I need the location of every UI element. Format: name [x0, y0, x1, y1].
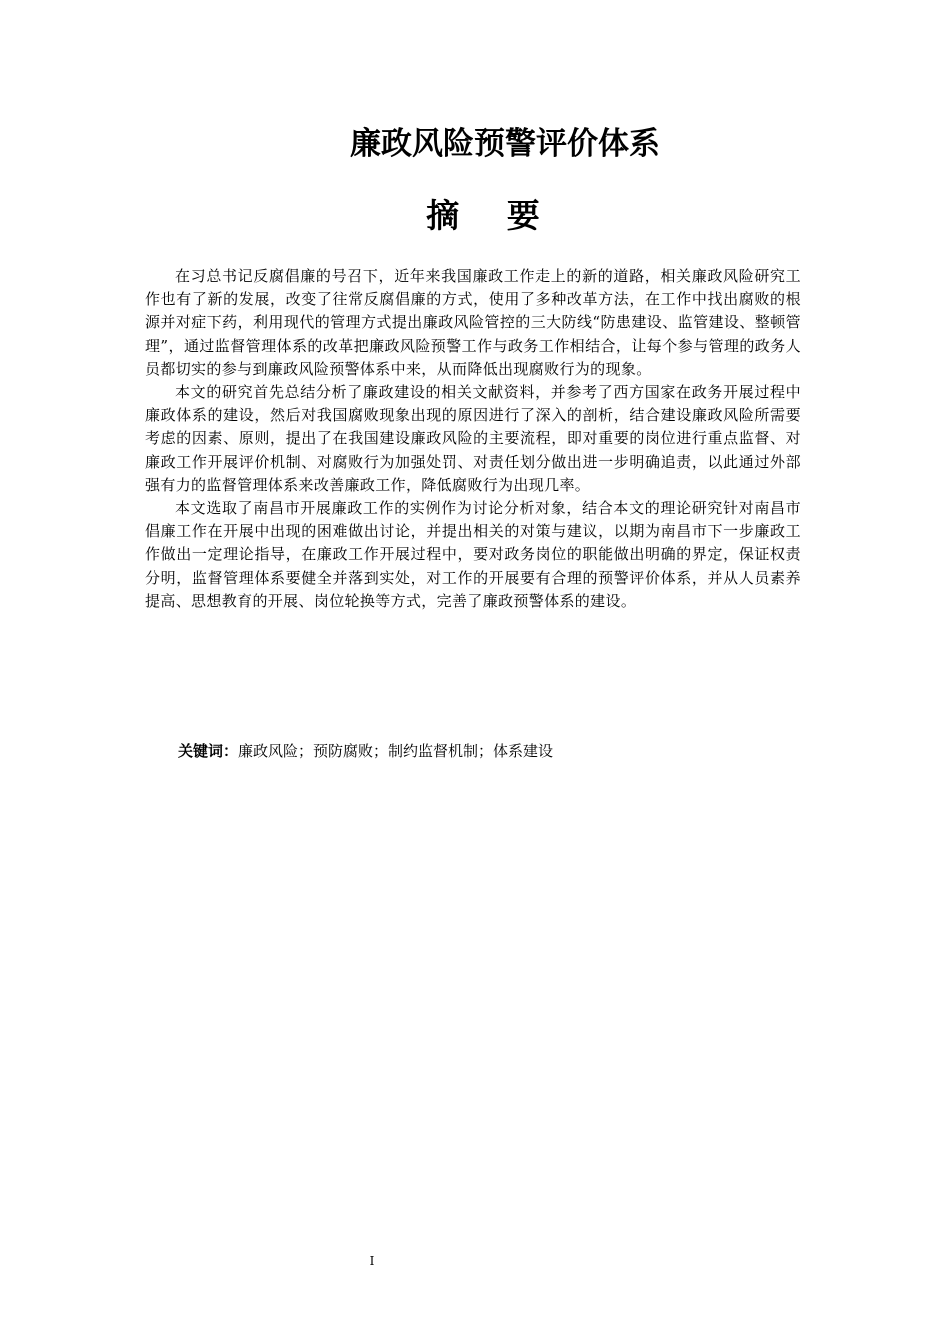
keywords-text: 廉政风险；预防腐败；制约监督机制；体系建设 — [238, 742, 554, 760]
abstract-body — [145, 265, 801, 613]
document-title: 廉政风险预警评价体系 — [350, 126, 660, 162]
abstract-paragraph: 本文选取了南昌市开展廉政工作的实例作为讨论分析对象，结合本文的理论研究针对南昌市倡廉工作在开展中出现的困难做出讨论，并提出相关的对策与建议，以期为南昌市下一步廉政工作做出一定理论指导，在廉政工作开展过程中，要对政务岗位的职能做出明确的界定，保证权责分明，监督管理体系要健全并落到实处，对工作的开展要有合理的预警评价体系，并从人员素养提高、思想教育的开展、岗位轮换等方式，完善了廉政预警体系的建设。 — [145, 499, 801, 610]
abstract-paragraph: 在习总书记反腐倡廉的号召下，近年来我国廉政工作走上的新的道路，相关廉政风险研究工作也有了新的发展，改变了往常反腐倡廉的方式，使用了多种改革方法，在工作中找出腐败的根源并对症下药，利用现代的管理方式提出廉政风险管控的三大防线“防患建设、监管建设、整顿管理”，通过监督管理体系的改革把廉政风险预警工作与政务工作相结合，让每个参与管理的政务人员都切实的参与到廉政风险预警体系中来，从而降低出现腐败行为的现象。 — [145, 267, 801, 378]
page-number: I — [369, 1254, 375, 1268]
keywords-line — [178, 740, 818, 763]
abstract-heading: 摘 要 — [426, 196, 558, 235]
keywords-label: 关键词： — [178, 742, 239, 760]
abstract-paragraph: 本文的研究首先总结分析了廉政建设的相关文献资料，并参考了西方国家在政务开展过程中廉政体系的建设，然后对我国腐败现象出现的原因进行了深入的剖析，结合建设廉政风险所需要考虑的因素、原则，提出了在我国建设廉政风险的主要流程，即对重要的岗位进行重点监督、对廉政工作开展评价机制、对腐败行为加强处罚、对责任划分做出进一步明确追责，以此通过外部强有力的监督管理体系来改善廉政工作，降低腐败行为出现几率。 — [145, 383, 801, 494]
